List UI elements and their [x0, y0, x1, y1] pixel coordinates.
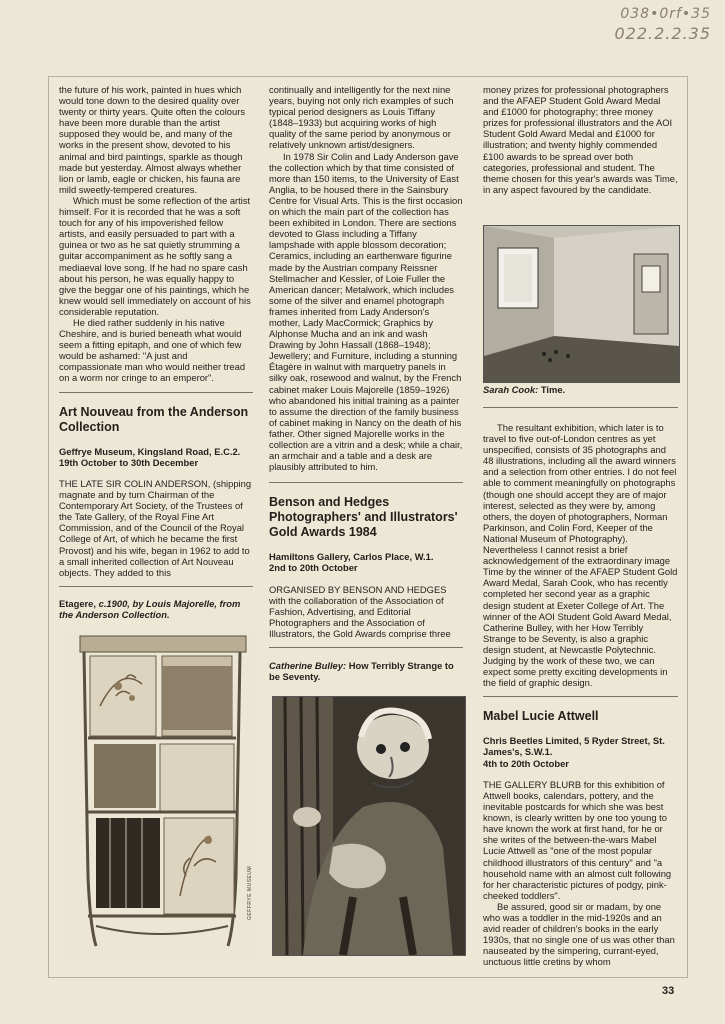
column1-paragraph-4: THE LATE SIR COLIN ANDERSON, (shipping magnate and by turn Chairman of the Contemporary Art Society, of the Trustees of the Tate Gallery, of the Royal Fine Art Commission, and of the Council of the Royal College of Art, of which he became the first Provost) and his wife, began in 1962 to add to a small inherited collection of Art Nouveau objects. They added to this — [59, 477, 252, 578]
photo-credit: GEFFRYE MUSEUM — [247, 865, 253, 920]
section-heading-attwell: Mabel Lucie Attwell — [483, 709, 599, 724]
section-divider — [59, 586, 253, 587]
date-line: 2nd to 20th October — [269, 562, 358, 574]
venue-line: Hamiltons Gallery, Carlos Place, W.1. — [269, 551, 434, 563]
column-2 — [269, 84, 463, 682]
section-divider — [483, 696, 678, 697]
column-1 — [59, 84, 253, 620]
bulley-caption — [269, 660, 463, 682]
section-heading-benson-hedges: Benson and Hedges Photographers' and Illustrators' Gold Awards 1984 — [269, 495, 458, 540]
section-divider — [269, 647, 463, 648]
bulley-illustration — [272, 696, 466, 956]
handwritten-note-bottom: 022.2.2.35 — [614, 24, 711, 43]
caption-lead: Etagere, — [59, 597, 99, 609]
caption-title: How Terribly Strange to be Seventy. — [269, 660, 454, 683]
column3-paragraph-1: money prizes for professional photographers and the AFAEP Student Gold Award Medal and £1000 for photography; three money prizes for professional illustrators and the AOI Student Gold Award Medal and £1000 for illustration; and twenty highly commended £100 awards to be spread over both categories, professional and student. The theme chosen for this year's awards was Time, in any aspect favoured by the candidate. — [483, 84, 678, 195]
column-3 — [483, 84, 678, 195]
page-number: 33 — [662, 985, 675, 997]
section-divider — [483, 407, 678, 408]
sarah-cook-photo — [483, 225, 680, 383]
column1-paragraph-1: the future of his work, painted in hues which would tone down to the desired quality over twenty or thirty years. Quite often the colours have been more durable than the artist supposed they would be, and many of the works in the present show, devoted to his animal and bird paintings, sparkle as though made but yesterday. Almost always whether lion or lamb, eagle or chicken, his fauna are mild sweetly-tempered creatures. — [59, 84, 246, 195]
column3-paragraph-3: THE GALLERY BLURB for this exhibition of Attwell books, calendars, pottery, and the inevitable postcards for which she was best known, is clearly written by one too young to have known the work at first hand, for he or she writes of the between-the-wars Mabel Lucie Attwell as "one of the most popular childhood illustrators of this century" and "a household name with an almost cult following for her characteristic pictures of podgy, pink-cheeked toddlers". — [483, 778, 672, 901]
venue-line: Chris Beetles Limited, 5 Ryder Street, St. James's, S.W.1. — [483, 735, 665, 758]
column2-paragraph-2: In 1978 Sir Colin and Lady Anderson gave the collection which by that time consisted of more than 150 items, to the University of East Anglia, to be housed there in the Sainsbury Centre for Visual Arts. This is the first occasion on which the main part of the collection has been exhibited in London. There are sections devoted to Glass including a Tiffany lampshade with apple blossom decoration; Ceramics, including an earthenware figurine made by the Austrian company Reissner Stellmacher and Kessler, of Loie Fuller the American dancer; Metalwork, which includes some of the silver and enamel photograph frames inherited from Lady Anderson's mother, Lady MacCormick; Graphics by Alphonse Mucha and an ink and wash Drawing by John Hassall (1868–1948); Jewellery; and Furniture, including a stunning Étagère in walnut with marquetry panels in silky oak, rosewood and walnut, by the French cabinet maker Louis Majorelle (1859–1926) who abandoned his initial training as a painter to assume the direction of the family business of cabinet making in Nancy on the death of his father. Other signed Majorelle works in the collection are a vitrin and a desk; while a chair, an armchair and a table and a desk are plausibly attributed to him. — [269, 150, 463, 473]
venue-line: Geffrye Museum, Kingsland Road, E.C.2. — [59, 445, 241, 457]
section-heading-art-nouveau: Art Nouveau from the Anderson Collection — [59, 404, 249, 434]
handwritten-note-top: 038•0rf•35 — [620, 6, 711, 22]
caption-title: Time. — [538, 384, 566, 395]
column2-paragraph-1: continually and intelligently for the next nine years, buying not only rich examples of such typical period designers as Louis Tiffany (1848–1933) but acquiring works of high quality of the same period by anonymous or relatively unknown artist/designers. — [269, 84, 454, 151]
column1-paragraph-3: He died rather suddenly in his native Cheshire, and is buried beneath what would seem a fitting epitaph, and one of which few would be ashamed: "A just and compassionate man who would neither tread on a worm nor cringe to an emperor". — [59, 316, 246, 384]
column1-paragraph-2: Which must be some reflection of the artist himself. For it is recorded that he was a soft touch for any of his impoverished fellow artists, and easily persuaded to part with a guinea or two as he sat quietly strumming a guitar accompaniment as he softly sang a mediaeval love song. If he had no spare cash about his person, he was equally happy to give the beggar one of his paintings, which he knew would sell immediately on account of his considerable reputation. — [59, 194, 251, 317]
column-3-lower — [483, 384, 678, 967]
column3-paragraph-2: The resultant exhibition, which later is to travel to five out-of-London centres as yet unspecified, consists of 35 photographs and 48 illustrations, including all the award winners and a selection from other entries. I do not feel able to comment meaningfully on photographs (though one should accept they are of major interest, selected as they were by, among others, the doyen of photographers, Norman Parkinson, and Colin Ford, Keeper of the National Museum of Photography). Nevertheless I cannot resist a brief acknowledgement of the extraordinary image Time by the winner of the AFAEP Student Gold Award Medal, Sarah Cook, who has recently completed her second year as a graphic design student at Exeter College of Art. The winner of the AOI Student Gold Award Medal, Catherine Bulley, with her How Terribly Strange to be Seventy, is also a graphic design student, at Newcastle Polytechnic. Judging by the work of these two, we can expect some pretty exciting developments in the field of graphic design. — [483, 422, 678, 689]
caption-rest: c.1900, by Louis Majorelle, from the Anderson Collection. — [59, 597, 241, 620]
caption-artist: Catherine Bulley: — [269, 660, 347, 672]
etagere-photo — [60, 626, 256, 962]
column3-paragraph-4: Be assured, good sir or madam, by one who was a toddler in the mid-1920s and an avid reader of children's books in the early 1930s, that no single one of us was other than nauseated by the simpering, currant-eyed, unctuous little cretins by whom — [483, 900, 675, 968]
caption-artist: Sarah Cook: — [483, 384, 539, 395]
etagere-caption — [59, 598, 253, 620]
cook-caption — [483, 384, 678, 395]
section-divider — [59, 392, 253, 393]
date-line: 19th October to 30th December — [59, 456, 199, 468]
column2-paragraph-3: ORGANISED BY BENSON AND HEDGES with the collaboration of the Association of Fashion, Advertising, and Editorial Photographers and the Association of Illustrators, the Gold Awards comprise three — [269, 583, 451, 640]
date-line: 4th to 20th October — [483, 757, 569, 769]
section-divider — [269, 482, 463, 483]
